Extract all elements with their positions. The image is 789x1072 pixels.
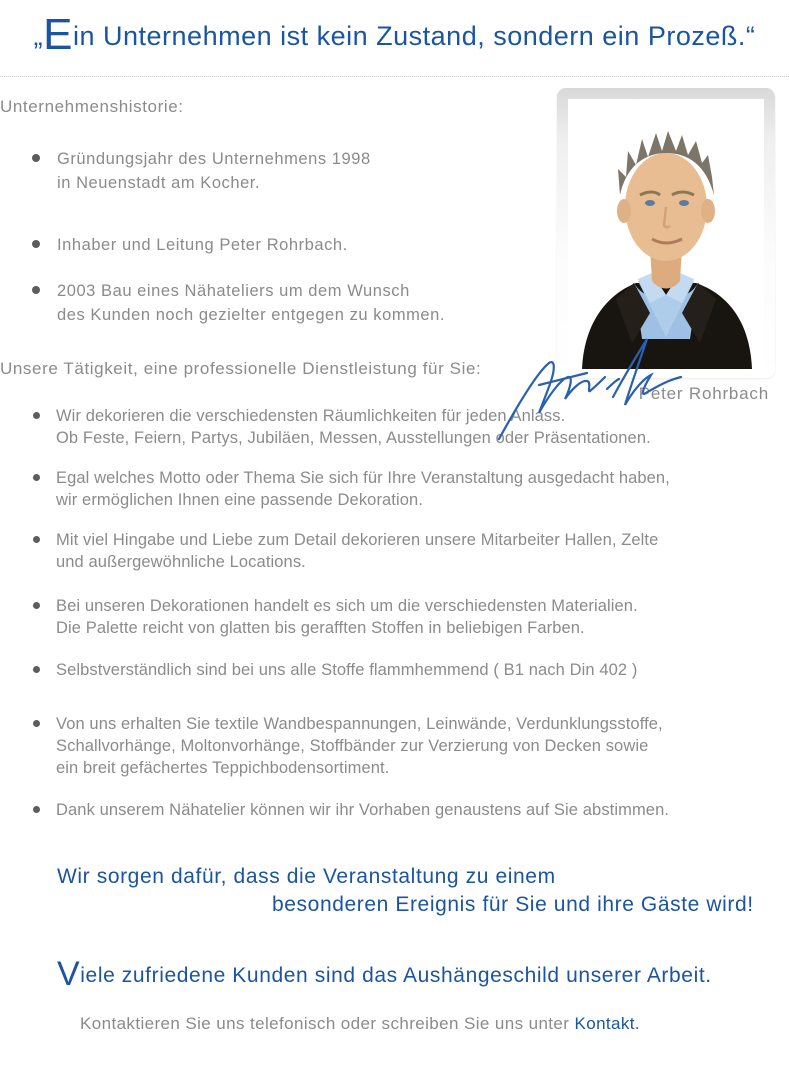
bullet-line: in Neuenstadt am Kocher. xyxy=(57,174,261,192)
owner-portrait-block xyxy=(557,88,775,404)
quote-initial-letter: E xyxy=(43,10,73,59)
quote-open-mark: „ xyxy=(33,21,44,51)
closing-line-1: Wir sorgen dafür, dass die Veranstaltung zu einem xyxy=(57,865,556,888)
bullet-line: Gründungsjahr des Unternehmens 1998 xyxy=(57,150,371,168)
services-bullet xyxy=(0,529,789,573)
bullet-line: des Kunden noch gezielter entgegen zu kommen. xyxy=(57,306,445,324)
bullet-line: und außergewöhnliche Locations. xyxy=(56,553,306,571)
bullet-dot-icon xyxy=(32,154,40,162)
bullet-line: Wir dekorieren die verschiedensten Räumlichkeiten für jeden Anlass. xyxy=(56,407,566,425)
quote-text: in Unternehmen ist kein Zustand, sondern ein Prozeß.“ xyxy=(73,21,756,51)
customers-initial-letter: V xyxy=(57,955,81,993)
services-bullet xyxy=(0,595,789,639)
bullet-dot-icon xyxy=(32,240,40,248)
kontakt-link[interactable]: Kontakt. xyxy=(574,1014,641,1033)
bullet-dot-icon xyxy=(32,286,40,294)
bullet-dot-icon xyxy=(33,536,40,543)
bullet-line: Bei unseren Dekorationen handelt es sich um die verschiedensten Materialien. xyxy=(56,597,638,615)
bullet-line: Selbstverständlich sind bei uns alle Stoffe flammhemmend ( B1 nach Din 402 ) xyxy=(56,661,638,679)
bullet-line: Schallvorhänge, Moltonvorhänge, Stoffbänder zur Verzierung von Decken sowie xyxy=(56,737,649,755)
services-bullet xyxy=(0,467,789,511)
portrait-photo xyxy=(568,99,764,369)
bullet-line: Ob Feste, Feiern, Partys, Jubiläen, Messen, Ausstellungen oder Präsentationen. xyxy=(56,429,651,447)
bullet-line: Die Palette reicht von glatten bis gerafften Stoffen in beliebigen Farben. xyxy=(56,619,585,637)
bullet-line: ein breit gefächertes Teppichbodensortiment. xyxy=(56,759,390,777)
bullet-dot-icon xyxy=(33,806,40,813)
bullet-dot-icon xyxy=(33,666,40,673)
services-heading: Unsere Tätigkeit, eine professionelle Dienstleistung für Sie: xyxy=(0,359,482,378)
portrait-illustration xyxy=(568,99,764,369)
dotted-divider xyxy=(0,76,789,77)
services-section xyxy=(0,359,789,821)
customers-text: iele zufriedene Kunden sind das Aushängeschild unserer Arbeit. xyxy=(80,964,712,987)
bullet-dot-icon xyxy=(33,602,40,609)
services-bullet xyxy=(0,799,789,821)
closing-statement xyxy=(0,863,789,919)
bullet-dot-icon xyxy=(33,720,40,727)
services-bullet xyxy=(0,405,789,449)
bullet-dot-icon xyxy=(33,412,40,419)
contact-line xyxy=(0,1014,789,1034)
contact-text: Kontaktieren Sie uns telefonisch oder schreiben Sie uns unter xyxy=(80,1014,575,1033)
bullet-line: Dank unserem Nähatelier können wir ihr Vorhaben genaustens auf Sie abstimmen. xyxy=(56,801,670,819)
bullet-dot-icon xyxy=(33,474,40,481)
portrait-caption: Peter Rohrbach xyxy=(638,384,769,403)
bullet-line: Inhaber und Leitung Peter Rohrbach. xyxy=(57,236,348,254)
history-heading: Unternehmenshistorie: xyxy=(0,97,184,116)
closing-line-2: besonderen Ereignis für Sie und ihre Gäste wird! xyxy=(272,893,754,916)
bullet-line: Mit viel Hingabe und Liebe zum Detail dekorieren unsere Mitarbeiter Hallen, Zelte xyxy=(56,531,659,549)
portrait-frame xyxy=(557,88,775,378)
bullet-line: Egal welches Motto oder Thema Sie sich für Ihre Veranstaltung ausgedacht haben, xyxy=(56,469,670,487)
bullet-line: 2003 Bau eines Nähateliers um dem Wunsch xyxy=(57,282,410,300)
services-bullet-list xyxy=(0,405,789,821)
company-motto-quote xyxy=(0,0,789,60)
customers-statement xyxy=(0,955,789,994)
bullet-line: Von uns erhalten Sie textile Wandbespannungen, Leinwände, Verdunklungsstoffe, xyxy=(56,715,663,733)
bullet-line: wir ermöglichen Ihnen eine passende Dekoration. xyxy=(56,491,423,509)
services-bullet xyxy=(0,713,789,779)
services-bullet xyxy=(0,659,789,681)
